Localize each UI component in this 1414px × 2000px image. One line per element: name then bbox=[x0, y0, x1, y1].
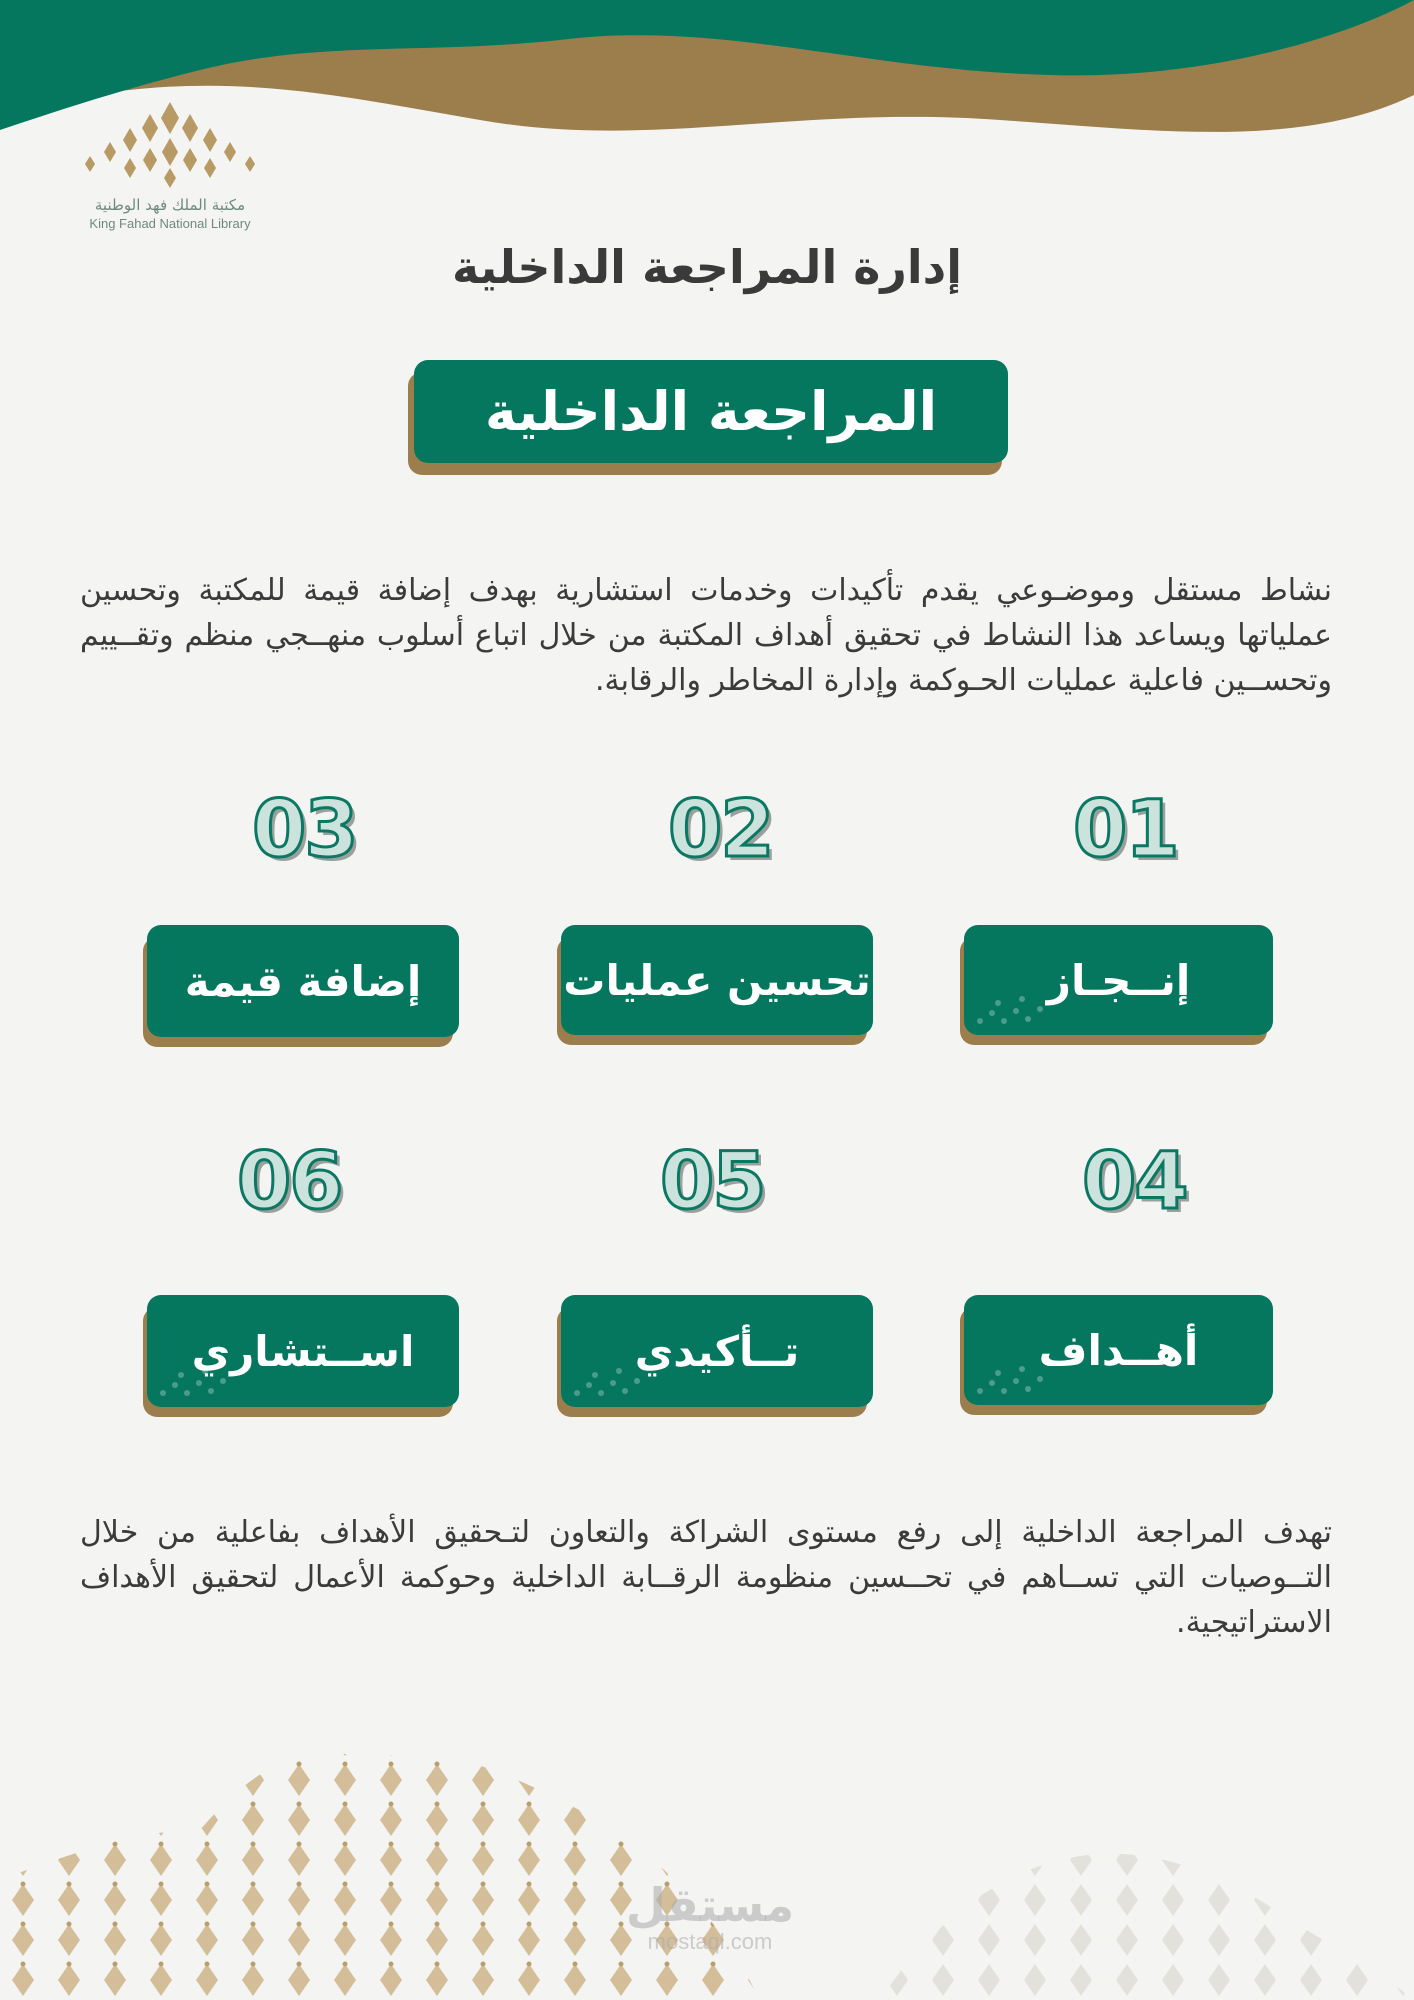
page-title: إدارة المراجعة الداخلية bbox=[451, 240, 963, 294]
item-badge-01 bbox=[960, 925, 1273, 1047]
item-badge-05 bbox=[557, 1295, 873, 1417]
library-logo bbox=[70, 100, 270, 231]
item-number-06: 06 bbox=[237, 1137, 342, 1227]
bottom-pattern-gold bbox=[0, 1753, 760, 2000]
item-number-02: 02 bbox=[668, 785, 773, 875]
item-badge-06 bbox=[143, 1295, 459, 1417]
item-number-05: 05 bbox=[660, 1137, 765, 1227]
logo-name-english: King Fahad National Library bbox=[89, 216, 251, 231]
logo-name-arabic: مكتبة الملك فهد الوطنية bbox=[94, 196, 246, 214]
watermark bbox=[620, 1880, 800, 1954]
item-label-03: إضافة قيمة bbox=[184, 956, 422, 1006]
bottom-pattern-light bbox=[880, 1854, 1414, 2000]
item-label-04: أهــداف bbox=[1038, 1325, 1199, 1375]
item-number-03: 03 bbox=[252, 785, 357, 875]
item-label-05: تــأكيدي bbox=[634, 1326, 800, 1376]
item-number-01: 01 bbox=[1073, 785, 1178, 875]
item-badge-02 bbox=[557, 925, 873, 1047]
watermark-arabic: مستقل bbox=[625, 1878, 795, 1932]
item-badge-03 bbox=[143, 925, 459, 1047]
watermark-url: mostaql.com bbox=[647, 1929, 773, 1954]
item-label-06: اســتشاري bbox=[191, 1326, 415, 1376]
library-emblem-icon bbox=[75, 100, 265, 190]
conclusion-paragraph: تهدف المراجعة الداخلية إلى رفع مستوى الشراكة والتعاون لتـحقيق الأهداف بفاعلية من خلال التــوصيات التي تســاهم في تحــسين منظومة الرقــابة الداخلية وحوكمة الأعمال لتحقيق الأهداف الاستراتيجية. bbox=[80, 1515, 1332, 1640]
item-label-02: تحسين عمليات bbox=[563, 955, 871, 1005]
item-number-04: 04 bbox=[1082, 1137, 1187, 1227]
subtitle-badge bbox=[408, 360, 1008, 475]
intro-paragraph: نشاط مستقل وموضـوعي يقدم تأكيدات وخدمات استشارية بهدف إضافة قيمة للمكتبة وتحسين عملياتها ويساعد هذا النشاط في تحقيق أهداف المكتبة من خلال اتباع أسلوب منهــجي منظم وتقــييم وتحســين فاعلية عمليات الحـوكمة وإدارة المخاطر والرقابة. bbox=[80, 573, 1332, 698]
item-badge-04 bbox=[960, 1295, 1273, 1417]
item-label-01: إنــجـاز bbox=[1046, 955, 1191, 1005]
subtitle-text: المراجعة الداخلية bbox=[484, 380, 938, 443]
